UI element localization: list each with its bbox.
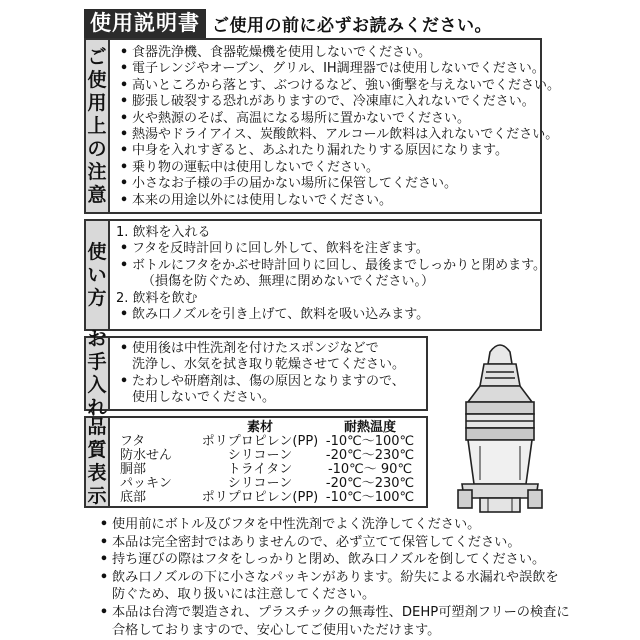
- table-row: [120, 435, 416, 449]
- part-material: ポリプロピレン(PP): [201, 490, 319, 505]
- quality-table-header: [120, 421, 416, 435]
- table-row: [120, 491, 416, 505]
- caution-item: • 膨張し破裂する恐れがありますので、冷凍庫に入れないでください。: [116, 94, 534, 110]
- part-material: ポリプロピレン(PP): [201, 434, 319, 449]
- table-row: [120, 449, 416, 463]
- part-heat: -20℃～230℃: [325, 448, 415, 463]
- caution-item: • 食器洗浄機、食器乾燥機を使用しないでください。: [116, 45, 534, 61]
- note-item-cont: 合格しておりますので、安心してご使用いただけます。: [112, 622, 441, 638]
- cautions-label: ご 使 用 上 の 注 意: [86, 40, 110, 212]
- table-row: [120, 463, 416, 477]
- part-name: パッキン: [120, 476, 172, 491]
- caution-item: • 電子レンジやオーブン、グリル、IH調理器では使用しないでください。: [116, 61, 534, 77]
- read-before-use-notice: ご使用の前に必ずお読みください。: [212, 15, 492, 36]
- material-header: 素材: [246, 420, 273, 435]
- manual-title-badge: 使用説明書: [84, 9, 206, 38]
- note-item: • 本品は台湾で製造され、プラスチックの無毒性、DEHP可塑剤フリーの検査に: [96, 604, 570, 622]
- note-item: • 本品は完全密封ではありませんので、必ず立てて保管してください。: [96, 534, 570, 552]
- notes-list: [96, 516, 570, 639]
- note-item-cont: 防ぐため、取り扱いには注意してください。: [112, 587, 376, 603]
- note-item: • 飲み口ノズルの下に小さなパッキンがあります。紛失による水漏れや誤飲を: [96, 569, 570, 587]
- caution-item: • 乗り物の運転中は使用しないでください。: [116, 160, 534, 176]
- note-item: • 持ち運びの際はフタをしっかりと閉め、飲み口ノズルを倒してください。: [96, 551, 570, 569]
- usage-step-note: （損傷を防ぐため、無理に閉めないでください。）: [142, 274, 434, 290]
- header: [84, 8, 492, 38]
- usage-step-2-heading: 2. 飲料を飲む: [116, 290, 198, 306]
- cautions-section: [84, 38, 560, 214]
- part-heat: -20℃～230℃: [325, 476, 415, 491]
- quality-table: [120, 421, 416, 505]
- part-name: 胴部: [120, 462, 147, 477]
- care-item: • たわしや研磨剤は、傷の原因となりますので、: [116, 374, 420, 390]
- care-section: [84, 327, 428, 419]
- care-item-cont: 洗浄し、水気を拭き取り乾燥させてください。: [132, 357, 406, 373]
- part-material: シリコーン: [227, 448, 293, 463]
- usage-step: • フタを反時計回りに回し外して、飲料を注ぎます。: [116, 241, 534, 257]
- part-name: フタ: [120, 434, 146, 449]
- usage-section: [84, 219, 547, 331]
- quality-label: 品 質 表 示: [86, 418, 110, 506]
- table-row: [120, 477, 416, 491]
- care-item-cont: 使用しないでください。: [132, 390, 276, 406]
- caution-item: • 中身を入れすぎると、あふれたり漏れたりする原因になります。: [116, 143, 534, 159]
- part-name: 防水せん: [120, 448, 173, 463]
- usage-step: • 飲み口ノズルを引き上げて、飲料を吸い込みます。: [116, 307, 534, 323]
- part-heat: -10℃～100℃: [325, 490, 415, 505]
- caution-item: • 小さなお子様の手の届かない場所に保管してください。: [116, 176, 534, 192]
- caution-item: • 火や熱源のそば、高温になる場所に置かないでください。: [116, 111, 534, 127]
- bottle-illustration: [440, 334, 560, 524]
- caution-item: • 熱湯やドライアイス、炭酸飲料、アルコール飲料は入れないでください。: [116, 127, 534, 143]
- part-material: トライタン: [227, 462, 293, 477]
- part-name: 底部: [120, 490, 147, 505]
- quality-section: [84, 416, 428, 508]
- heat-resistance-header: 耐熱温度: [343, 420, 396, 435]
- care-item: • 使用後は中性洗剤を付けたスポンジなどで: [116, 341, 420, 357]
- part-material: シリコーン: [227, 476, 293, 491]
- caution-item: • 高いところから落とす、ぶつけるなど、強い衝撃を与えないでください。: [116, 78, 534, 94]
- part-heat: -10℃～ 90℃: [327, 462, 413, 477]
- caution-item: • 本来の用途以外には使用しないでください。: [116, 193, 534, 209]
- usage-step-1-heading: 1. 飲料を入れる: [116, 225, 211, 240]
- care-label: お 手 入 れ: [86, 338, 110, 409]
- part-heat: -10℃～100℃: [325, 434, 415, 449]
- usage-label: 使 い 方: [86, 221, 110, 329]
- usage-step: • ボトルにフタをかぶせ時計回りに回し、最後までしっかりと閉めます。: [116, 258, 534, 274]
- note-item: • 使用前にボトル及びフタを中性洗剤でよく洗浄してください。: [96, 516, 570, 534]
